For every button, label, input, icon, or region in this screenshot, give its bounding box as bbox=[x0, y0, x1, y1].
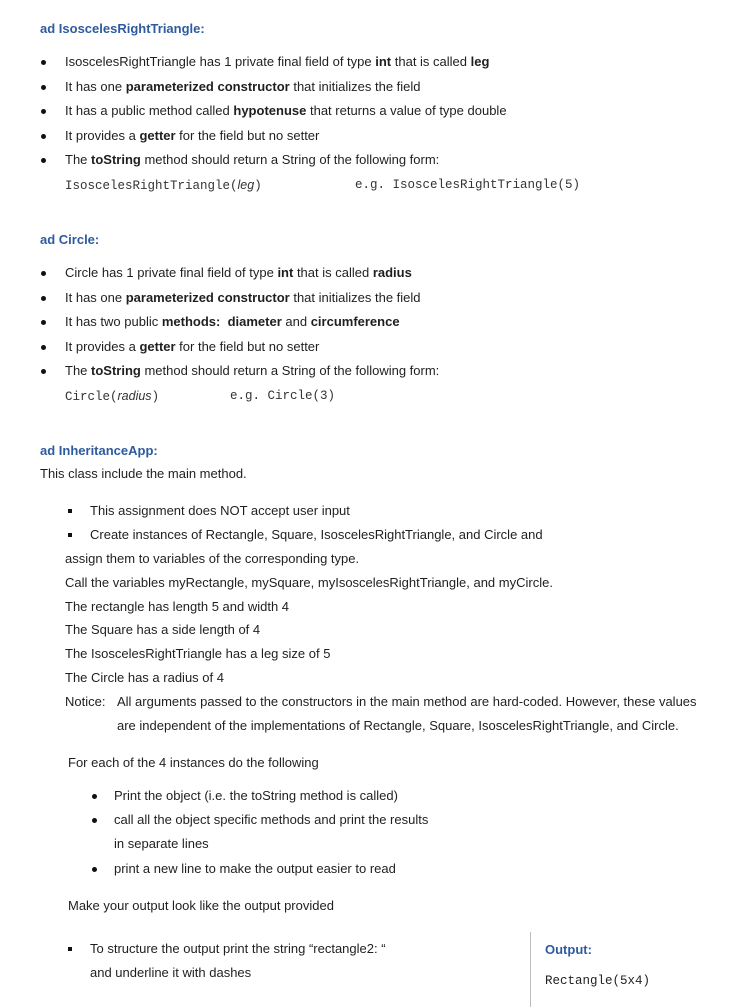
bullet-icon bbox=[41, 345, 46, 350]
app-step-3: To structure the output print the string “rectangle2: “ bbox=[90, 941, 386, 956]
bullet-icon bbox=[41, 109, 46, 114]
app-line-6: The Circle has a radius of 4 bbox=[65, 670, 224, 685]
app-line-5: The IsoscelesRightTriangle has a leg size of 5 bbox=[65, 646, 331, 661]
bullet-icon bbox=[92, 867, 97, 872]
bullet-icon bbox=[92, 818, 97, 823]
for-each-heading: For each of the 4 instances do the following bbox=[68, 755, 319, 770]
bullet-icon bbox=[41, 271, 46, 276]
bullet-icon bbox=[41, 85, 46, 90]
app-line-3: The rectangle has length 5 and width 4 bbox=[65, 599, 290, 614]
bullet-icon bbox=[41, 369, 46, 374]
app-step-1: This assignment does NOT accept user input bbox=[90, 503, 350, 518]
bullet-icon bbox=[41, 134, 46, 139]
circle-code-example: e.g. Circle(3) bbox=[230, 389, 336, 403]
app-step-2: Create instances of Rectangle, Square, IsoscelesRightTriangle, and Circle and bbox=[90, 527, 543, 542]
app-step-3-cont: and underline it with dashes bbox=[90, 965, 252, 980]
output-line-1: Rectangle(5x4) bbox=[545, 974, 651, 988]
triangle-bullet-3: It has a public method called hypotenuse that returns a value of type double bbox=[65, 103, 507, 118]
circle-bullet-5: The toString method should return a String of the following form: bbox=[65, 363, 440, 378]
for-each-item-2-cont: in separate lines bbox=[114, 836, 209, 851]
circle-bullet-4: It provides a getter for the field but no setter bbox=[65, 339, 320, 354]
triangle-bullet-1: IsoscelesRightTriangle has 1 private final field of type int that is called leg bbox=[65, 54, 490, 69]
bullet-icon bbox=[92, 794, 97, 799]
square-bullet-icon bbox=[68, 947, 72, 951]
bullet-icon bbox=[41, 320, 46, 325]
circle-heading: ad Circle: bbox=[40, 232, 100, 247]
output-divider bbox=[530, 932, 531, 1007]
bullet-icon bbox=[41, 60, 46, 65]
circle-bullet-3: It has two public methods: diameter and circumference bbox=[65, 314, 400, 329]
notice-label: Notice: bbox=[65, 694, 106, 709]
bullet-icon bbox=[41, 158, 46, 163]
app-line-2: Call the variables myRectangle, mySquare, myIsoscelesRightTriangle, and myCircle. bbox=[65, 575, 553, 590]
square-bullet-icon bbox=[68, 509, 72, 513]
app-heading: ad InheritanceApp: bbox=[40, 443, 158, 458]
circle-bullet-2: It has one parameterized constructor that initializes the field bbox=[65, 290, 421, 305]
for-each-item-1: Print the object (i.e. the toString method is called) bbox=[114, 788, 398, 803]
bullet-icon bbox=[41, 296, 46, 301]
notice-text-2: are independent of the implementations of Rectangle, Square, IsoscelesRightTriangle, and Circle. bbox=[117, 718, 679, 733]
triangle-code-example: e.g. IsoscelesRightTriangle(5) bbox=[355, 178, 581, 192]
for-each-item-2: call all the object specific methods and print the results bbox=[114, 812, 429, 827]
circle-bullet-1: Circle has 1 private final field of type int that is called radius bbox=[65, 265, 412, 280]
app-line-4: The Square has a side length of 4 bbox=[65, 622, 261, 637]
app-intro: This class include the main method. bbox=[40, 466, 247, 481]
triangle-heading: ad IsoscelesRightTriangle: bbox=[40, 21, 205, 36]
triangle-bullet-4: It provides a getter for the field but no setter bbox=[65, 128, 320, 143]
triangle-code-form: IsoscelesRightTriangle(leg) bbox=[65, 178, 262, 193]
circle-code-form: Circle(radius) bbox=[65, 389, 160, 404]
output-label: Output: bbox=[545, 942, 592, 957]
for-each-item-3: print a new line to make the output easier to read bbox=[114, 861, 396, 876]
app-line-1: assign them to variables of the corresponding type. bbox=[65, 551, 360, 566]
triangle-bullet-2: It has one parameterized constructor that initializes the field bbox=[65, 79, 421, 94]
triangle-bullet-5: The toString method should return a String of the following form: bbox=[65, 152, 440, 167]
notice-text: All arguments passed to the constructors in the main method are hard-coded. However, these values bbox=[117, 694, 697, 709]
make-output-text: Make your output look like the output provided bbox=[68, 898, 334, 913]
square-bullet-icon bbox=[68, 533, 72, 537]
